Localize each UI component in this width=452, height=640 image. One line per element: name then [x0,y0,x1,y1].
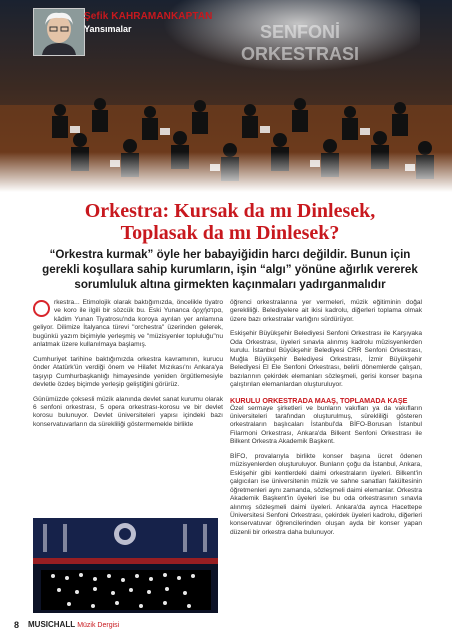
left-column [33,299,223,435]
paragraph: Cumhuriyet tarihine baktığımızda orkestra kavramının, kurucu önder Atatürk'ün verdiği önem ve Hilafet Mızıkası'nı Ankara'ya taşıyıp Cumhurbaşkanlığı himayesinde yeniden örgütlemesiyle devletle özdeş biçimde yerleşip geliştiğini görürüz. [33,355,223,389]
article-deck: “Orkestra kurmak” öyle her babayiğidin harcı değildir. Bunun için gerekli koşullara sahip kurumların, işin “algı” yönüne ağırlık vererek sorumluluk altına girmekten kaçınmaları yadırganmalıdır [42,248,418,291]
backdrop-text-1: SENFONİ [259,22,341,42]
paragraph: Eskişehir Büyükşehir Belediyesi Senfoni Orkestrası ile Karşıyaka Oda Orkestrası, üyeleri sınavla alınmış kadrolu müzisyenlerden kurulu. İstanbul Büyükşehir Belediyesi CRR Senfoni Orkestrası, Muğla Büyükşehir Belediyesi Orkestrası, İzmir Büyükşehir Belediyesi El Ele Senfoni Orkestrası, belirli dönemlerde çalışan, bazılarının çekirdek elemanları sözleşmeli, gerisi konser başına çalıştırılan elemanlardan oluşturuluyor. [230,330,422,389]
right-column [230,299,422,543]
author-name [84,11,213,22]
paragraph: Günümüzde çoksesli müzik alanında devlet sanat kurumu olarak 6 senfoni orkestrası, 5 opera orkestrası-korosu ve bir devlet korosu bulunuyor. Devlet üniversiteleri yapısı içindeki bazı konservatuvarların da sürekliliği göstermemekle birlikte [33,395,223,428]
hero-image [0,0,452,192]
paragraph-text: rkestra... Etimolojik olarak baktığımızda, öncelikle tiyatro ve koro ile ilgili bir sözcük bu. Eski Yunanca όρχήστρα, kâdim Yunan Tiyatrosu'nda koroya ayrılan yer anlamına geliyor. Dilimize İtalyanca türevi "orchestra" üzerinden gelerek, bugünkü yazım biçimiyle yerleşmiş ve "müzisyenler topluluğu"nu anlatmak üzere kullanılmaya başlamış. [33,299,223,349]
title-line-1: Orkestra: Kursak da mı Dinlesek, [84,200,376,222]
magazine-name [28,620,119,629]
article-title [40,200,420,244]
hero-fade [0,152,452,192]
section-subhead: KURULU ORKESTRADA MAAŞ, TOPLAMADA KAŞE [230,395,408,405]
paragraph: Özel sermaye şirketleri ve bunların vakıfları ya da vakıfların üniversiteleri tarafından oluşturulmuş, sürekliliği gösteren orkestraların başlıcaları İstanbul'da BİFO-Borusan İstanbul Filarmoni Orkestrası, Ankara'da Bilkent Senfoni Orkestrası ile Bilkent Orkestra Akademik Başkent. [230,404,422,446]
author-first-name: Şefik [84,11,109,22]
page-footer [0,614,452,640]
paragraph: öğrenci orkestralarına yer vermeleri, müzik eğitiminin doğal gerekliliği. Belediyelere ait ikisi kadrolu, diğerleri toplama olmak üzere bazı orkestralar varlığını sürdürüyor. [230,299,422,323]
title-line-2: Toplasak da mı Dinlesek? [120,222,340,244]
paragraph [33,299,223,350]
author-last-name: KAHRAMANKAPTAN [111,11,213,22]
concert-photo [33,518,218,613]
author-avatar [33,8,85,56]
column-name: Yansımalar [84,24,132,34]
magazine-title: MUSICHALL [28,620,75,629]
dropcap-o-icon [33,300,50,317]
page-number: 8 [14,620,20,630]
magazine-subtitle: Müzik Dergisi [77,622,120,629]
paragraph: BİFO, provalarıyla birlikte konser başına ücret ödenen müzisyenlerden oluşturuluyor. Bunların çoğu da İstanbul, Ankara, Eskişehir gibi kentlerdeki daimi orkestraların üyeleri. Bilkent'in çalgıcıları ise üniversitenin müzik ve sahne sanatları fakültesinin öğretmenleri aynı zamanda, sözleşmeli daimi elemanlar. Orkestra Akademik Başkent'in üyeleri ise bu oda orkestrasının sınavla alınmış sözleşmeli daimi üyeleri. Ankara'da ayrıca Hacettepe Üniversitesi Senfoni Orkestrası, çekirdek üyeleri kadrolu, diğerleri konservatuvar öğrencilerinden oluşan ayda bir konser yapan düzenli bir orkestra daha bulunuyor. [230,452,422,536]
backdrop-text-2: ORKESTRASI [240,44,360,64]
